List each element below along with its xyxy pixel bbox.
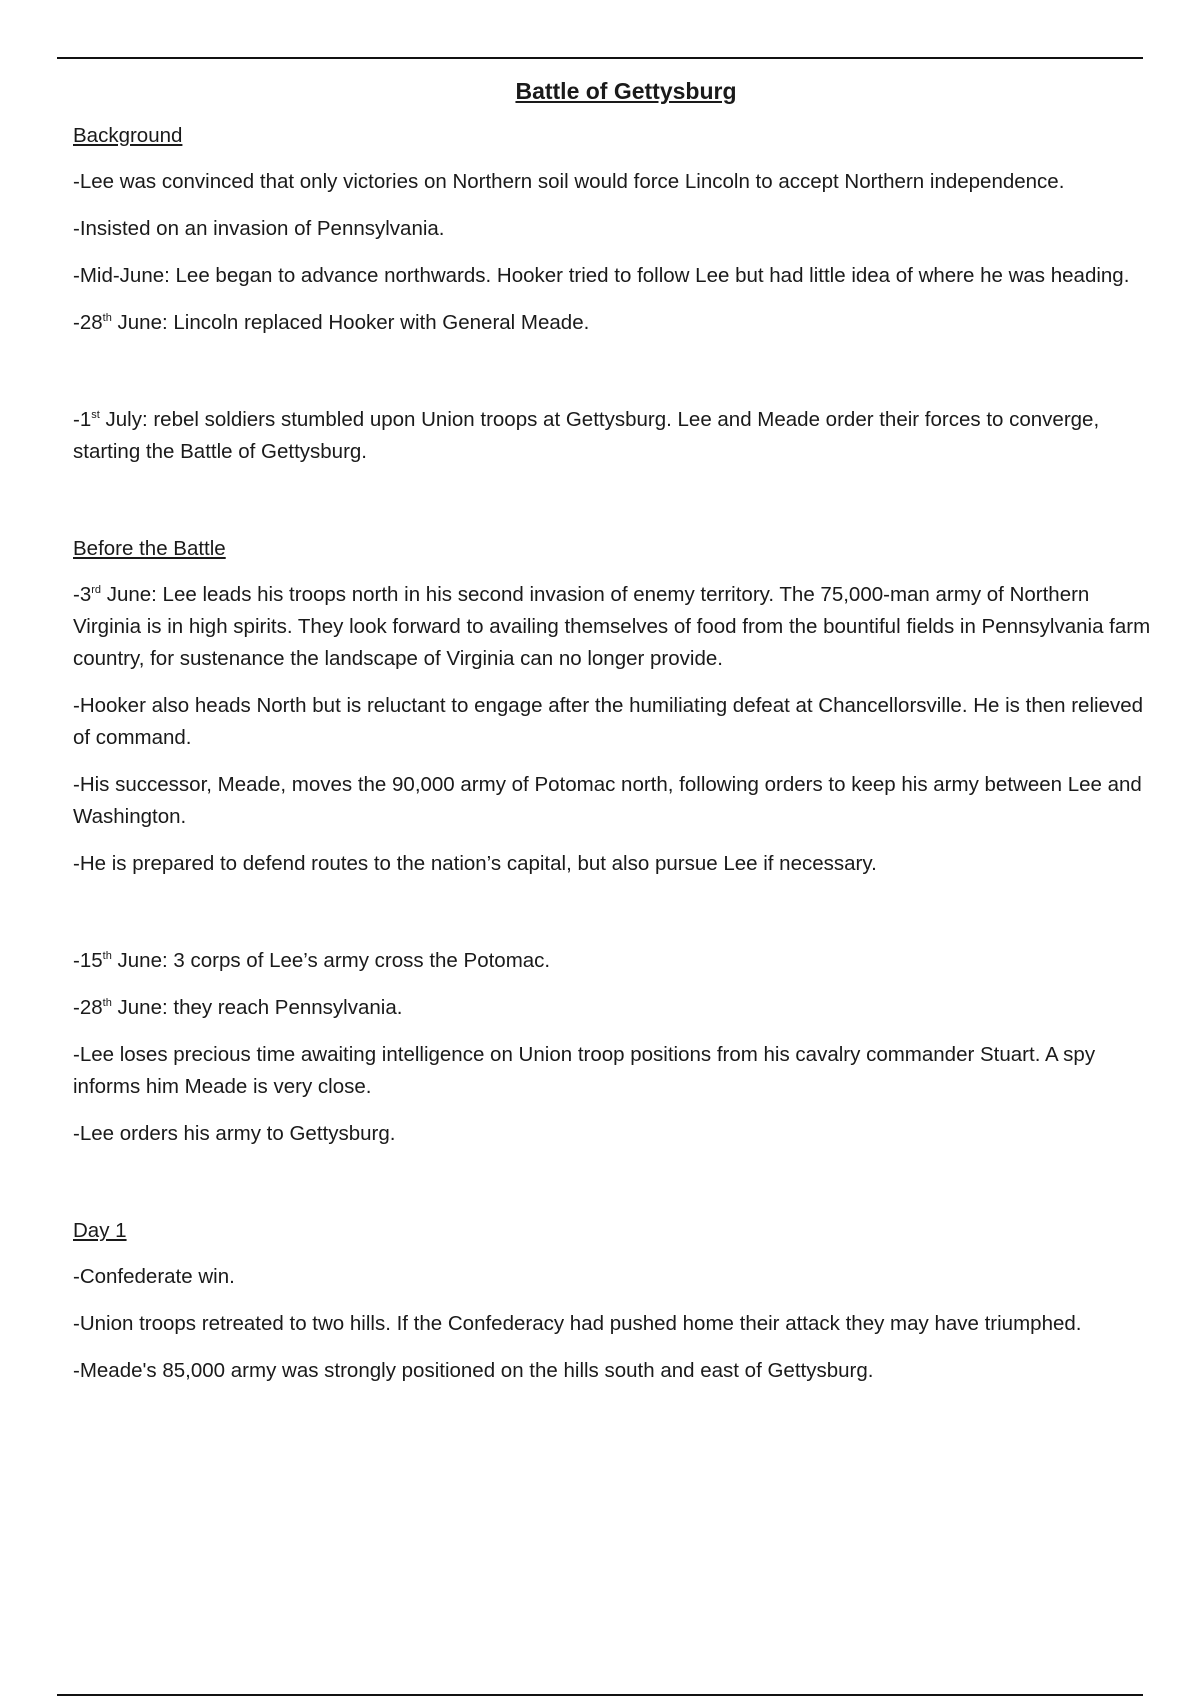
- blank-line: [73, 354, 1163, 404]
- section-heading-background: Background: [73, 124, 183, 147]
- paragraph: -Meade's 85,000 army was strongly positioned on the hills south and east of Gettysburg.: [73, 1359, 874, 1382]
- paragraph: -His successor, Meade, moves the 90,000 army of Potomac north, following orders to keep his army between Lee and Washington.: [73, 773, 1142, 828]
- paragraph: -He is prepared to defend routes to the nation’s capital, but also pursue Lee if necessary.: [73, 852, 877, 875]
- ordinal-suffix: st: [91, 409, 100, 422]
- ordinal-suffix: th: [102, 950, 112, 963]
- blank-line: [73, 1165, 1163, 1215]
- paragraph: -Lee loses precious time awaiting intelligence on Union troop positions from his cavalry commander Stuart. A spy informs him Meade is very close.: [73, 1043, 1096, 1098]
- paragraph: -Hooker also heads North but is reluctant to engage after the humiliating defeat at Chancellorsville. He is then relieved of command.: [73, 694, 1144, 749]
- document-title: Battle of Gettysburg: [515, 78, 737, 104]
- paragraph: -28th June: they reach Pennsylvania.: [73, 996, 403, 1019]
- paragraph: -3rd June: Lee leads his troops north in his second invasion of enemy territory. The 75,000-man army of Northern Virginia is in high spirits. They look forward to availing themselves of food from the bountiful fields in Pennsylvania farm country, for sustenance the landscape of Virginia can no longer provide.: [73, 583, 1151, 670]
- paragraph: -Insisted on an invasion of Pennsylvania.: [73, 217, 445, 240]
- paragraph: -28th June: Lincoln replaced Hooker with General Meade.: [73, 311, 590, 334]
- ordinal-suffix: th: [102, 997, 112, 1010]
- ordinal-suffix: th: [102, 312, 112, 325]
- paragraph: -Confederate win.: [73, 1265, 235, 1288]
- paragraph: -1st July: rebel soldiers stumbled upon Union troops at Gettysburg. Lee and Meade order their forces to converge, starting the Battle of Gettysburg.: [73, 408, 1100, 463]
- document-body: [73, 74, 1163, 1402]
- paragraph: -Mid-June: Lee began to advance northwards. Hooker tried to follow Lee but had little idea of where he was heading.: [73, 264, 1130, 287]
- section-heading-day-1: Day 1: [73, 1219, 127, 1242]
- bottom-rule: [57, 1694, 1143, 1696]
- blank-line: [73, 483, 1163, 533]
- section-heading-before-the-battle: Before the Battle: [73, 537, 226, 560]
- blank-line: [73, 895, 1163, 945]
- top-rule: [57, 57, 1143, 59]
- paragraph: -Lee orders his army to Gettysburg.: [73, 1122, 396, 1145]
- paragraph: -Union troops retreated to two hills. If the Confederacy had pushed home their attack they may have triumphed.: [73, 1312, 1082, 1335]
- paragraph: -Lee was convinced that only victories on Northern soil would force Lincoln to accept Northern independence.: [73, 170, 1065, 193]
- ordinal-suffix: rd: [91, 584, 102, 597]
- paragraph: -15th June: 3 corps of Lee’s army cross the Potomac.: [73, 949, 551, 972]
